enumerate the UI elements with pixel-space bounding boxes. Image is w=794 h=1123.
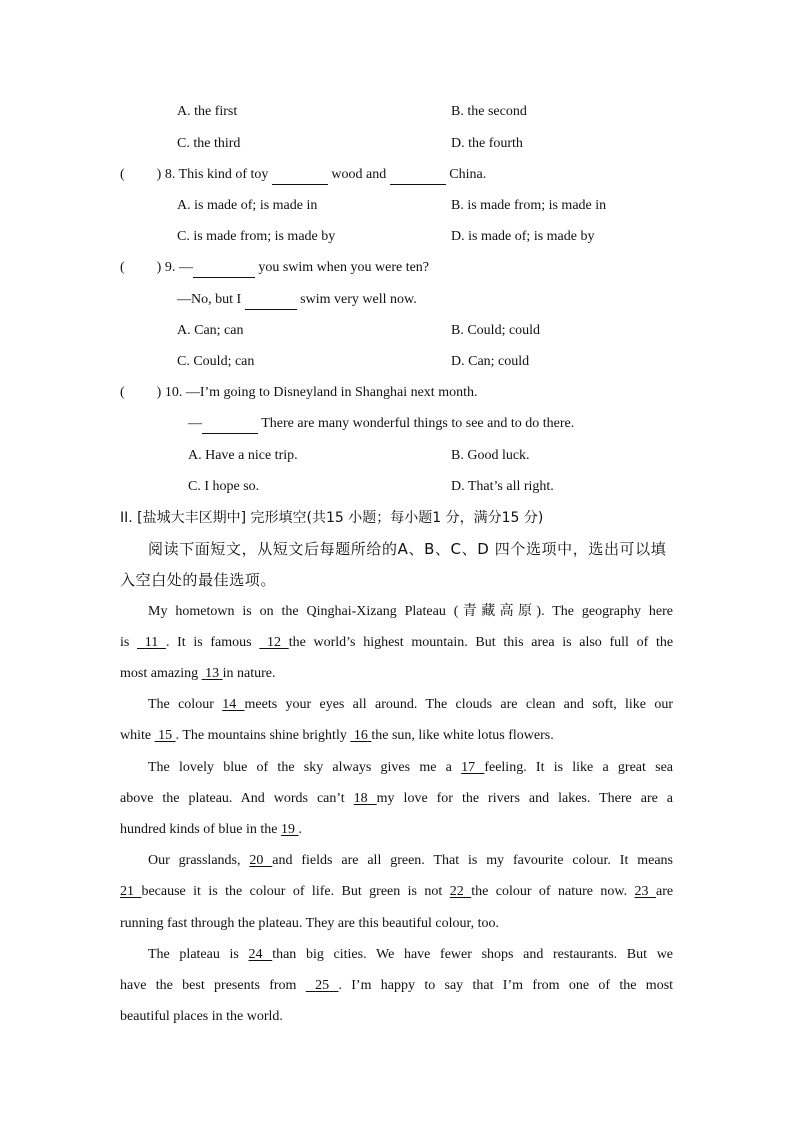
blank-19[interactable] bbox=[281, 822, 299, 837]
passage-text: in nature. bbox=[222, 666, 276, 681]
q9-line2-text: swim very well now. bbox=[300, 292, 417, 307]
blank-number: 25 bbox=[315, 978, 330, 993]
blank-13[interactable] bbox=[202, 666, 223, 681]
q10-line2-text: There are many wonderful things to see and to do there. bbox=[261, 416, 575, 431]
passage-text: beautiful places in the world. bbox=[120, 1009, 283, 1024]
blank-number: 21 bbox=[120, 884, 134, 899]
passage-text: most amazing bbox=[120, 666, 199, 681]
passage-text: is bbox=[120, 635, 130, 650]
passage-text: The colour bbox=[148, 697, 214, 712]
passage-text: meets your eyes all around. The clouds are clean and soft, like our bbox=[244, 697, 674, 712]
blank-number: 14 bbox=[222, 697, 237, 712]
q10-option-a: A. Have a nice trip. bbox=[188, 448, 298, 463]
q7-option-c: C. the third bbox=[177, 136, 241, 151]
blank-number: 17 bbox=[461, 760, 476, 775]
passage-line bbox=[120, 821, 302, 839]
q8-stem-text: wood and bbox=[331, 167, 387, 182]
blank-number: 23 bbox=[634, 884, 649, 899]
q9-stem-text: 9. — bbox=[164, 260, 193, 275]
passage-text: Our grasslands, bbox=[148, 853, 241, 868]
question-9-line2 bbox=[177, 291, 417, 310]
q7-option-a: A. the first bbox=[177, 104, 238, 119]
q9-option-b: B. Could; could bbox=[451, 323, 541, 338]
blank-20[interactable] bbox=[249, 853, 272, 868]
blank-number: 12 bbox=[267, 635, 282, 650]
blank-number: 18 bbox=[353, 791, 368, 806]
answer-paren-open: ( bbox=[120, 167, 125, 182]
question-10-stem bbox=[120, 384, 477, 402]
passage-text: are bbox=[655, 884, 674, 899]
passage-text: my love for the rivers and lakes. There are a bbox=[376, 791, 674, 806]
passage-text: the sun, like white lotus flowers. bbox=[371, 728, 554, 743]
passage-text: . The mountains shine brightly bbox=[175, 728, 347, 743]
blank-17[interactable] bbox=[461, 760, 484, 775]
blank-number: 15 bbox=[158, 728, 173, 743]
passage-line bbox=[148, 603, 673, 621]
q10-option-c: C. I hope so. bbox=[188, 479, 260, 494]
passage-text: the world’s highest mountain. But this area is also full of the bbox=[288, 635, 674, 650]
passage-text: The lovely blue of the sky always gives me a bbox=[148, 760, 452, 775]
blank-24[interactable] bbox=[249, 947, 273, 962]
q9-line2-text: —No, but I bbox=[177, 292, 242, 307]
passage-line bbox=[148, 696, 673, 714]
passage-line bbox=[120, 665, 276, 683]
passage-line bbox=[120, 883, 673, 901]
passage-line bbox=[148, 759, 673, 777]
answer-paren-open: ( bbox=[120, 385, 125, 400]
passage-text: The plateau is bbox=[148, 947, 239, 962]
q7-option-d: D. the fourth bbox=[451, 136, 523, 151]
answer-blank[interactable] bbox=[202, 415, 258, 434]
q10-stem-text: 10. —I’m going to Disneyland in Shanghai next month. bbox=[164, 385, 478, 400]
blank-number: 24 bbox=[248, 947, 263, 962]
passage-text: and fields are all green. That is my favourite colour. It means bbox=[272, 853, 673, 868]
passage-text: white bbox=[120, 728, 152, 743]
blank-22[interactable] bbox=[450, 884, 471, 899]
passage-line bbox=[148, 946, 673, 964]
blank-14[interactable] bbox=[222, 697, 244, 712]
passage-text: than big cities. We have fewer shops and restaurants. But we bbox=[272, 947, 674, 962]
q9-option-d: D. Can; could bbox=[451, 354, 530, 369]
blank-25[interactable] bbox=[306, 978, 339, 993]
q8-option-c: C. is made from; is made by bbox=[177, 229, 336, 244]
blank-12[interactable] bbox=[259, 635, 288, 650]
section-heading: II. [盐城大丰区期中] 完形填空(共15 小题；每小题1 分，满分15 分) bbox=[120, 510, 544, 526]
section-instructions-line2: 入空白处的最佳选项。 bbox=[120, 571, 277, 589]
blank-number: 11 bbox=[144, 635, 159, 650]
passage-line bbox=[148, 852, 673, 870]
blank-16[interactable] bbox=[350, 728, 371, 743]
answer-paren-open: ( bbox=[120, 260, 125, 275]
passage-line bbox=[120, 634, 673, 652]
blank-number: 13 bbox=[205, 666, 220, 681]
passage-text: . It is famous bbox=[165, 635, 252, 650]
q9-option-a: A. Can; can bbox=[177, 323, 244, 338]
answer-paren-close: ) bbox=[156, 167, 162, 182]
q9-stem-text: you swim when you were ten? bbox=[258, 260, 430, 275]
q8-option-a: A. is made of; is made in bbox=[177, 198, 318, 213]
passage-line bbox=[120, 727, 554, 745]
q10-option-d: D. That’s all right. bbox=[451, 479, 554, 494]
answer-blank[interactable] bbox=[272, 166, 328, 185]
passage-text: My hometown is on the Qinghai-Xizang Plateau (青藏高原). The geography here bbox=[148, 604, 673, 619]
blank-11[interactable] bbox=[137, 635, 166, 650]
answer-blank[interactable] bbox=[390, 166, 446, 185]
q7-option-b: B. the second bbox=[451, 104, 527, 119]
q10-option-b: B. Good luck. bbox=[451, 448, 530, 463]
passage-text: have the best presents from bbox=[120, 978, 297, 993]
passage-text: feeling. It is like a great sea bbox=[484, 760, 674, 775]
section-instructions-line1: 阅读下面短文，从短文后每题所给的A、B、C、D 四个选项中，选出可以填 bbox=[148, 540, 667, 558]
blank-23[interactable] bbox=[635, 884, 656, 899]
passage-text: hundred kinds of blue in the bbox=[120, 822, 278, 837]
passage-text: . I’m happy to say that I’m from one of the most bbox=[338, 978, 674, 993]
answer-blank[interactable] bbox=[193, 259, 255, 278]
passage-line bbox=[120, 977, 673, 995]
passage-text: above the plateau. And words can’t bbox=[120, 791, 345, 806]
q10-line2-text: — bbox=[188, 416, 202, 431]
answer-paren-close: ) bbox=[156, 385, 162, 400]
blank-number: 22 bbox=[449, 884, 464, 899]
q9-option-c: C. Could; can bbox=[177, 354, 255, 369]
blank-number: 16 bbox=[353, 728, 368, 743]
passage-text: running fast through the plateau. They are this beautiful colour, too. bbox=[120, 916, 500, 931]
answer-blank[interactable] bbox=[245, 291, 297, 310]
question-9-stem bbox=[120, 259, 429, 278]
blank-21[interactable] bbox=[120, 884, 141, 899]
blank-15[interactable] bbox=[155, 728, 176, 743]
passage-text: the colour of nature now. bbox=[471, 884, 628, 899]
passage-line bbox=[120, 915, 499, 933]
blank-number: 20 bbox=[249, 853, 264, 868]
q8-option-d: D. is made of; is made by bbox=[451, 229, 595, 244]
blank-18[interactable] bbox=[354, 791, 377, 806]
question-10-line2 bbox=[188, 415, 574, 434]
q8-stem-text: China. bbox=[449, 167, 487, 182]
question-8-stem bbox=[120, 166, 486, 185]
q8-option-b: B. is made from; is made in bbox=[451, 198, 607, 213]
blank-number: 19 bbox=[280, 822, 295, 837]
q8-stem-text: 8. This kind of toy bbox=[164, 167, 269, 182]
passage-text: because it is the colour of life. But green is not bbox=[141, 884, 443, 899]
passage-line bbox=[120, 790, 673, 808]
answer-paren-close: ) bbox=[156, 260, 162, 275]
passage-line bbox=[120, 1008, 283, 1026]
passage-text: . bbox=[298, 822, 302, 837]
